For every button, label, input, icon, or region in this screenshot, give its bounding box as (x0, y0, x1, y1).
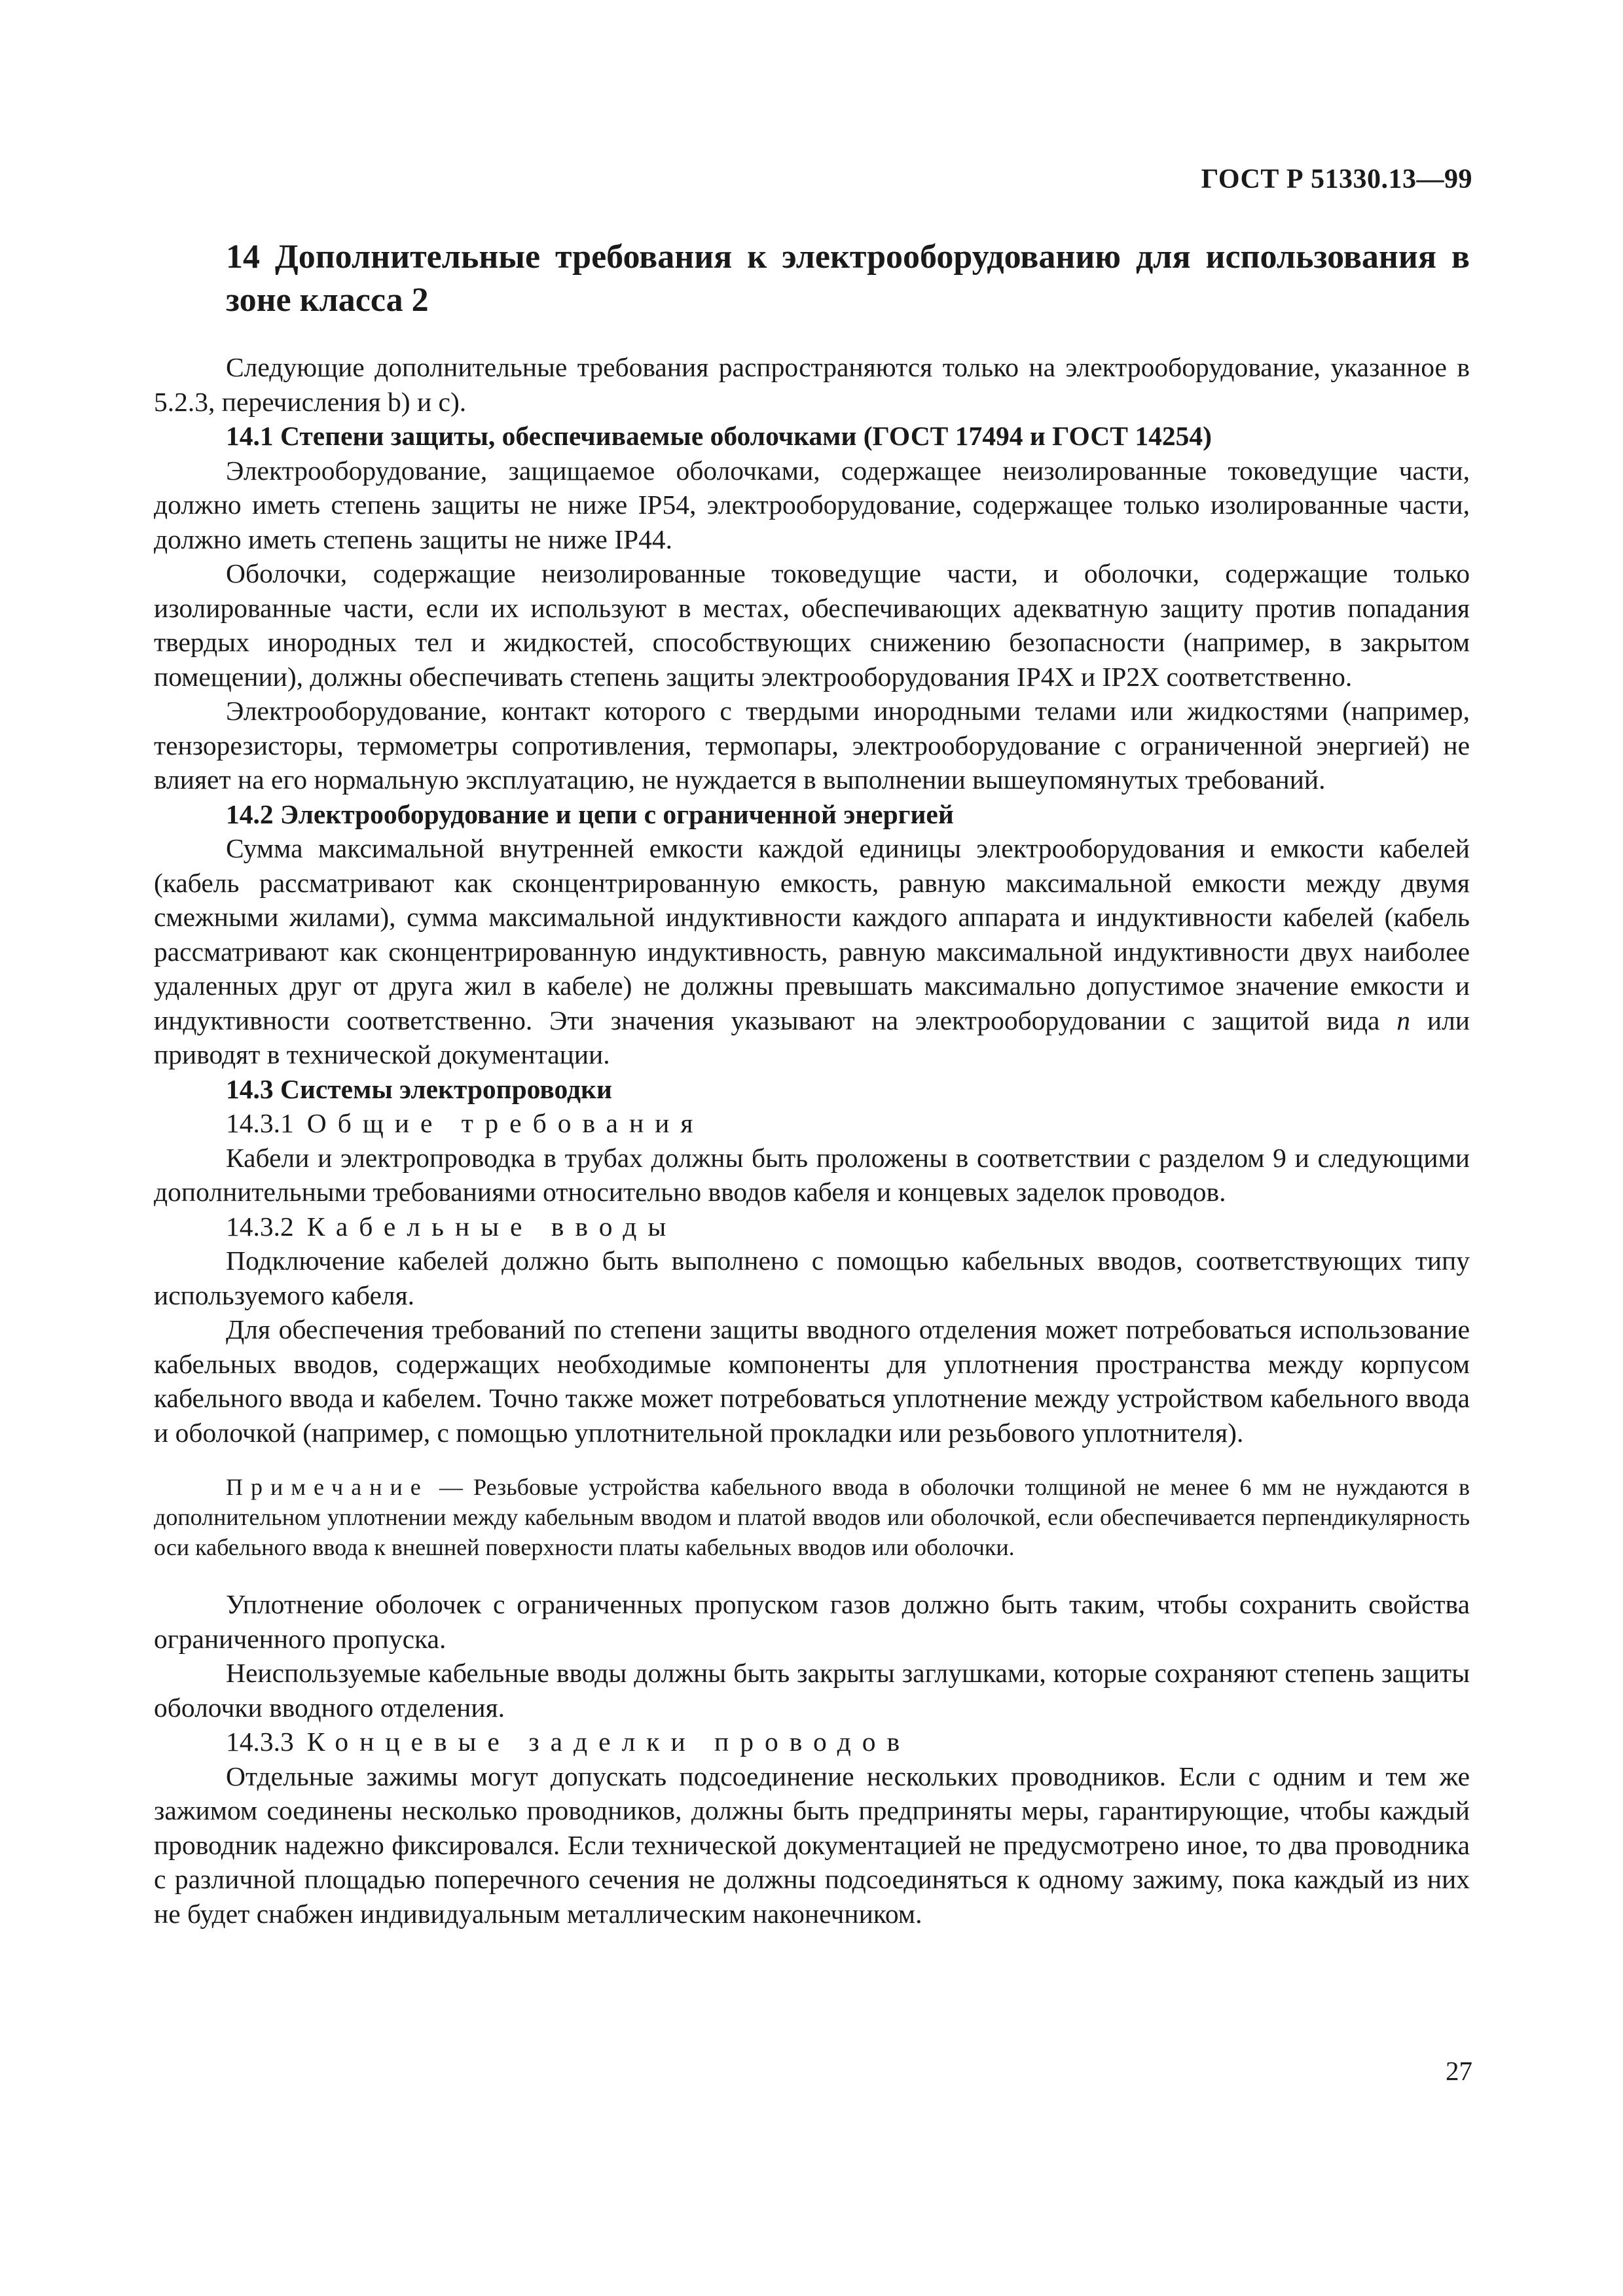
subsection-heading-14-3: 14.3 Системы электропроводки (226, 1073, 612, 1104)
standard-designation: ГОСТ Р 51330.13—99 (1201, 164, 1472, 194)
paragraph: Уплотнение оболочек с ограниченных пропуском газов должно быть таким, чтобы сохранить свойства ограниченного пропуска. (154, 1589, 1470, 1654)
clause-heading-14-3-3 (154, 1725, 1470, 1759)
note-text: — Резьбовые устройства кабельного ввода в оболочки толщиной не менее 6 мм не нуждаются в дополнительном уплотнении между кабельным вводом и платой вводов или оболочкой, если обеспечивается перпендикулярность оси кабельного ввода к внешней поверхности платы кабельных вводов или оболочки. (154, 1474, 1470, 1560)
note-label: Примечание (226, 1474, 429, 1500)
clause-number: 14.3.2 (226, 1211, 294, 1242)
subsection-heading-14-2: 14.2 Электрооборудование и цепи с ограниченной энергией (226, 798, 954, 829)
paragraph (154, 831, 1470, 1072)
paragraph: Кабели и электропроводка в трубах должны быть проложены в соответствии с разделом 9 и следующими дополнительными требованиями относительно вводов кабеля и концевых заделок проводов. (154, 1142, 1470, 1207)
clause-number: 14.3.3 (226, 1727, 294, 1757)
note-paragraph (154, 1472, 1470, 1562)
clause-heading-14-3-1 (154, 1106, 1470, 1141)
section-title: 14 Дополнительные требования к электрооборудованию для использования в зоне класса 2 (226, 238, 1470, 319)
clause-title: Общие требования (306, 1108, 704, 1138)
text-fragment: Сумма максимальной внутренней емкости каждой единицы электрооборудования и емкости кабелей (кабель рассматривают как сконцентрированную емкость, равную максимальной емкости между двумя смежными жилами), сумма максимальной индуктивности каждого аппарата и индуктивности кабелей (кабель рассматривают как сконцентрированную индуктивность, равную максимальной индуктивности двух наиболее удаленных друг от друга жил в кабеле) не должны превышать максимально допустимое значение емкости и индуктивности соответственно. Эти значения указывают на электрооборудовании с защитой вида (154, 833, 1470, 1035)
paragraph: Неиспользуемые кабельные вводы должны быть закрыты заглушками, которые сохраняют степень защиты оболочки вводного отделения. (154, 1658, 1470, 1723)
subsection-heading-14-1: 14.1 Степени защиты, обеспечиваемые оболочками (ГОСТ 17494 и ГОСТ 14254) (226, 421, 1212, 451)
protection-type-variable: n (1396, 1005, 1411, 1035)
paragraph: Электрооборудование, контакт которого с твердыми инородными телами или жидкостями (например, тензорезисторы, термометры сопротивления, термопары, электрооборудование с ограниченной энергией) не влияет на его нормальную эксплуатацию, не нуждается в выполнении вышеупомянутых требований. (154, 696, 1470, 795)
paragraph: Электрооборудование, защищаемое оболочками, содержащее неизолированные токоведущие части, должно иметь степень защиты не ниже IP54, электрооборудование, содержащее только изолированные части, должно иметь степень защиты не ниже IP44. (154, 455, 1470, 554)
paragraph: Подключение кабелей должно быть выполнено с помощью кабельных вводов, соответствующих типу используемого кабеля. (154, 1246, 1470, 1310)
clause-number: 14.3.1 (226, 1108, 294, 1138)
intro-paragraph: Следующие дополнительные требования распространяются только на электрооборудование, указанное в 5.2.3, перечисления b) и c). (154, 352, 1470, 417)
paragraph: Оболочки, содержащие неизолированные токоведущие части, и оболочки, содержащие только изолированные части, если их используют в местах, обеспечивающих адекватную защиту против попадания твердых инородных тел и жидкостей, способствующих снижению безопасности (например, в закрытом помещении), должны обеспечивать степень защиты электрооборудования IP4X и IP2X соответственно. (154, 558, 1470, 692)
page-number: 27 (1446, 2056, 1472, 2086)
paragraph: Для обеспечения требований по степени защиты вводного отделения может потребоваться использование кабельных вводов, содержащих необходимые компоненты для уплотнения пространства между корпусом кабельного ввода и кабелем. Точно также может потребоваться уплотнение между устройством кабельного ввода и оболочкой (например, с помощью уплотнительной прокладки или резьбового уплотнителя). (154, 1314, 1470, 1448)
clause-title: Кабельные вводы (306, 1211, 678, 1242)
document-body (154, 350, 1470, 1931)
text-fragment: или приводят в технической документации. (154, 1005, 1470, 1069)
clause-heading-14-3-2 (154, 1210, 1470, 1244)
clause-title: Концевые заделки проводов (306, 1727, 911, 1757)
paragraph: Отдельные зажимы могут допускать подсоединение нескольких проводников. Если с одним и тем же зажимом соединены несколько проводников, должны быть предприняты меры, гарантирующие, чтобы каждый проводник надежно фиксировался. Если технической документацией не предусмотрено иное, то два проводника с различной площадью поперечного сечения не должны подсоединяться к одному зажиму, пока каждый из них не будет снабжен индивидуальным металлическим наконечником. (154, 1761, 1470, 1929)
